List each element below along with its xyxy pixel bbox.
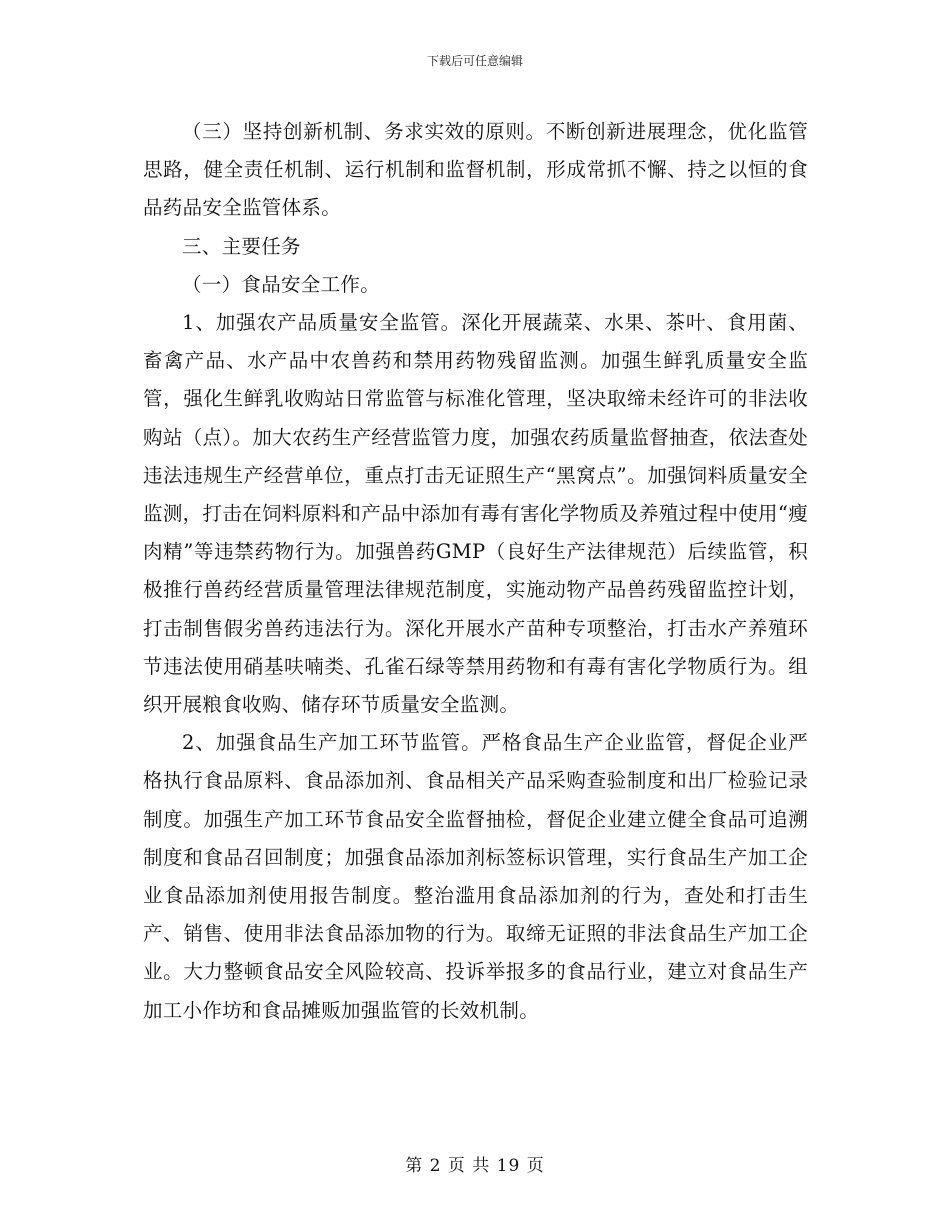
- page-number-footer: 第 2 页 共 19 页: [405, 1156, 545, 1176]
- page-header-note: 下载后可任意编辑: [426, 54, 523, 68]
- document-body: [143, 113, 808, 1030]
- paragraph-agricultural-products: 1、加强农产品质量安全监管。深化开展蔬菜、水果、茶叶、食用菌、畜禽产品、水产品中农兽药和禁用药物残留监测。加强生鲜乳质量安全监管，强化生鲜乳收购站日常监管与标准化管理，坚决取缔未经许可的非法收购站（点）。加大农药生产经营监管力度，加强农药质量监督抽查，依法查处违法违规生产经营单位，重点打击无证照生产“黑窝点”。加强饲料质量安全监测，打击在饲料原料和产品中添加有毒有害化学物质及养殖过程中使用“瘦肉精”等违禁药物行为。加强兽药GMP（良好生产法律规范）后续监管，积极推行兽药经营质量管理法律规范制度，实施动物产品兽药残留监控计划，打击制售假劣兽药违法行为。深化开展水产苗种专项整治，打击水产养殖环节违法使用硝基呋喃类、孔雀石绿等禁用药物和有毒有害化学物质行为。组织开展粮食收购、储存环节质量安全监测。: [143, 311, 808, 717]
- subsection-heading-food-safety: （一）食品安全工作。: [182, 272, 381, 296]
- section-heading-main-tasks: 三、主要任务: [182, 234, 301, 258]
- paragraph-food-production: 2、加强食品生产加工环节监管。严格食品生产企业监管，督促企业严格执行食品原料、食品添加剂、食品相关产品采购查验制度和出厂检验记录制度。加强生产加工环节食品安全监督抽检，督促企业建立健全食品可追溯制度和食品召回制度；加强食品添加剂标签标识管理，实行食品生产加工企业食品添加剂使用报告制度。整治滥用食品添加剂的行为，查处和打击生产、销售、使用非法食品添加物的行为。取缔无证照的非法食品生产加工企业。大力整顿食品安全风险较高、投诉举报多的食品行业，建立对食品生产加工小作坊和食品摊贩加强监管的长效机制。: [143, 731, 808, 1022]
- paragraph-principle-3: （三）坚持创新机制、务求实效的原则。不断创新进展理念，优化监管思路，健全责任机制、运行机制和监督机制，形成常抓不懈、持之以恒的食品药品安全监管体系。: [143, 120, 808, 220]
